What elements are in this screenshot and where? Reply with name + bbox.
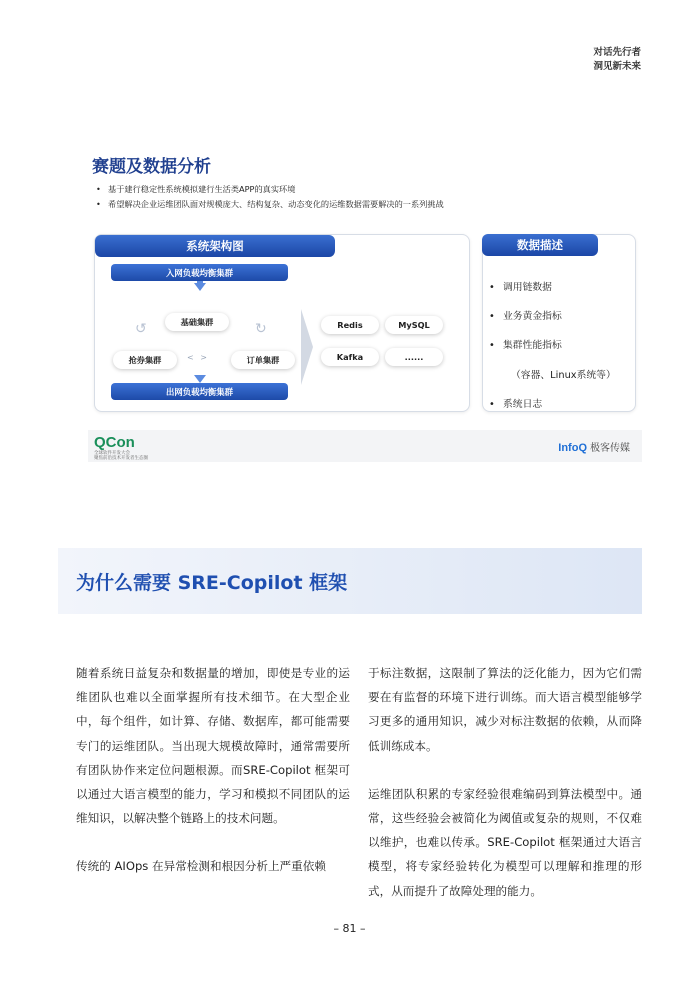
- slide-figure: [58, 128, 642, 464]
- data-item-sub: （容器、Linux系统等）: [511, 369, 616, 381]
- data-description-header: 数据描述: [482, 234, 598, 256]
- qcon-sub-line1: 全球软件开发大会: [94, 451, 130, 456]
- cycle-right-icon: ↻: [255, 321, 267, 337]
- qcon-subtitle: [94, 451, 154, 461]
- slide-bullet: • 希望解决企业运维团队面对规模庞大、结构复杂、动态变化的运维数据需要解决的一系列挑战: [92, 197, 444, 212]
- cycle-left-icon: ↺: [135, 321, 147, 337]
- store-node-kafka: Kafka: [321, 348, 379, 366]
- data-description-list: [487, 273, 616, 419]
- store-node-redis: Redis: [321, 316, 379, 334]
- coupon-cluster-node: 抢券集群: [113, 351, 177, 369]
- section-title: 为什么需要 SRE-Copilot 框架: [76, 572, 348, 594]
- infoq-cn-text: 极客传媒: [590, 443, 630, 454]
- data-item: • 系统日志: [487, 390, 616, 419]
- architecture-panel: [94, 234, 470, 412]
- order-cluster-node: 订单集群: [231, 351, 295, 369]
- down-arrow-icon: [194, 283, 206, 291]
- body-paragraph: 随着系统日益复杂和数据量的增加，即使是专业的运维团队也难以全面掌握所有技术细节。在大型企业中，每个组件，如计算、存储、数据库，都可能需要专门的运维团队。当出现大规模故障时，通常需要所有团队协作来定位问题根源。而SRE-Copilot 框架可以通过大语言模型的能力，学习和模拟不同团队的运维知识，以解决整个链路上的技术问题。: [76, 666, 350, 826]
- page-number: – 81 –: [333, 922, 366, 935]
- body-paragraph: 运维团队积累的专家经验很难编码到算法模型中。通常，这些经验会被简化为阈值或复杂的规则，不仅难以维护，也难以传承。SRE-Copilot 框架通过大语言模型，将专家经验转化为模型可以理解和推理的形式，从而提升了故障处理的能力。: [368, 786, 642, 898]
- right-arrow-icon: [301, 309, 313, 385]
- architecture-header: 系统架构图: [95, 235, 335, 257]
- section-banner: [58, 548, 642, 614]
- ingress-lb-cluster: 入网负载均衡集群: [111, 264, 288, 281]
- slide-footer: [88, 430, 642, 462]
- store-node-mysql: MySQL: [385, 316, 443, 334]
- infoq-logo: [558, 439, 630, 454]
- slide-bullets: [92, 182, 444, 212]
- body-paragraph: 于标注数据，这限制了算法的泛化能力，因为它们需要在有监督的环境下进行训练。而大语言模型能够学习更多的通用知识，减少对标注数据的依赖，从而降低训练成本。: [368, 666, 642, 753]
- base-cluster-node: 基础集群: [165, 313, 229, 331]
- infoq-logo-text: InfoQ: [558, 442, 587, 454]
- qcon-logo: QCon: [94, 434, 135, 451]
- tagline-line1: 对话先行者: [593, 47, 641, 58]
- tagline-line2: 洞见新未来: [593, 61, 641, 72]
- body-column-right: [368, 661, 642, 927]
- slide-bullet: • 基于建行稳定性系统模拟建行生活类APP的真实环境: [92, 182, 444, 197]
- data-item: • 集群性能指标: [487, 331, 616, 360]
- store-node-more: ......: [385, 348, 443, 366]
- qcon-sub-line2: 聚焦前沿技术开发者生态圈: [94, 456, 148, 461]
- data-item: • 调用链数据: [487, 273, 616, 302]
- bidirectional-arrow-icon: < >: [187, 353, 209, 362]
- egress-lb-cluster: 出网负载均衡集群: [111, 383, 288, 400]
- body-paragraph: 传统的 AIOps 在异常检测和根因分析上严重依赖: [76, 859, 326, 874]
- body-column-left: [76, 661, 350, 903]
- slide-title: 赛题及数据分析: [92, 157, 211, 177]
- data-item: • 业务黄金指标: [487, 302, 616, 331]
- down-arrow-icon: [194, 375, 206, 383]
- data-description-panel: [482, 234, 636, 412]
- header-tagline: [593, 46, 641, 74]
